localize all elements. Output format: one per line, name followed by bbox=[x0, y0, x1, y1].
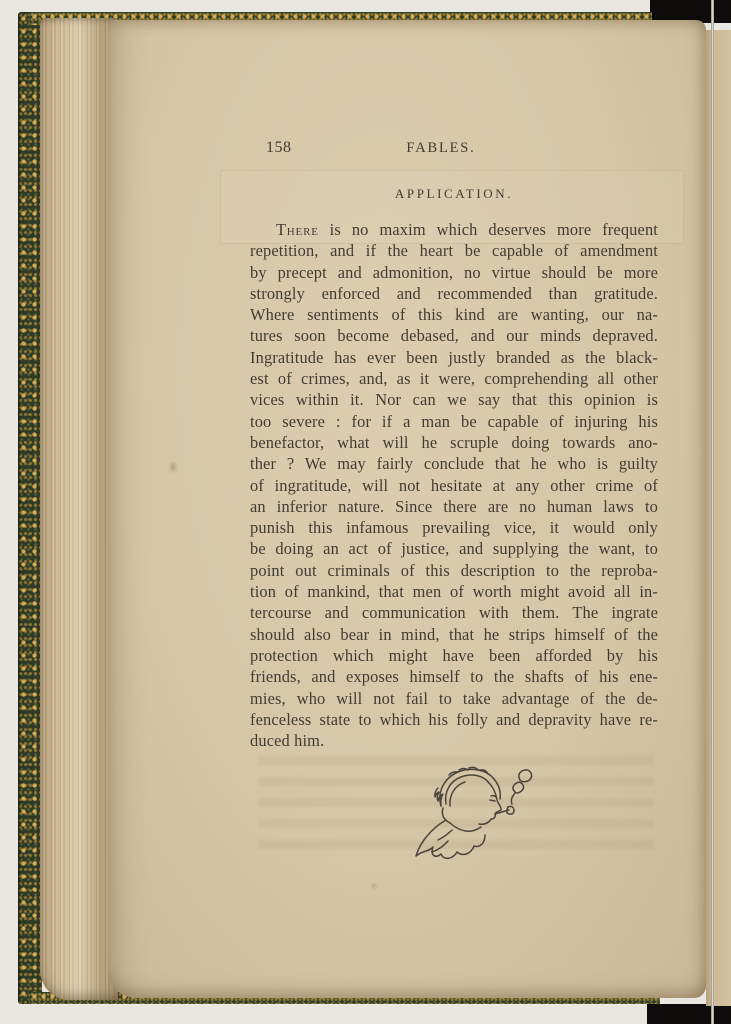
body-line: tercourse and communication with them. The ingrate bbox=[250, 603, 658, 623]
body-line: should also bear in mind, that he strips himself of the bbox=[250, 624, 658, 644]
body-line: friends, and exposes himself to the shafts of his ene- bbox=[250, 667, 658, 687]
application-paragraph bbox=[250, 219, 658, 751]
body-line: protection which might have been afforded by his bbox=[250, 645, 658, 665]
body-line: duced him. bbox=[250, 731, 325, 751]
tailpiece-illustration-old-woman-smoking-pipe bbox=[408, 762, 548, 880]
body-line: vices within it. Nor can we say that this opinion is bbox=[250, 390, 658, 410]
body-line: too severe : for if a man be capable of injuring his bbox=[250, 411, 658, 431]
paper-stain bbox=[370, 882, 378, 890]
body-line: mies, who will not fail to take advantage of the de- bbox=[250, 688, 658, 708]
body-line: be doing an act of justice, and supplying the want, to bbox=[250, 539, 658, 559]
body-line: There is no maxim which deserves more frequent bbox=[276, 220, 658, 239]
body-line: by precept and admonition, no virtue should be more bbox=[250, 262, 658, 282]
page-header bbox=[250, 139, 658, 159]
book-cover-spine-edge bbox=[18, 12, 42, 1004]
page-number: 158 bbox=[266, 139, 292, 156]
body-line: punish this infamous prevailing vice, it would only bbox=[250, 518, 658, 538]
body-line: an inferior nature. Since there are no human laws to bbox=[250, 496, 658, 516]
facing-leaf-edge bbox=[706, 30, 731, 1006]
body-line: fenceless state to which his folly and depravity have re- bbox=[250, 709, 658, 729]
body-line: tion of mankind, that men of worth might avoid all in- bbox=[250, 582, 658, 602]
running-head: FABLES. bbox=[406, 140, 476, 156]
body-line: est of crimes, and, as it were, comprehending all other bbox=[250, 369, 658, 389]
body-line: repetition, and if the heart be capable of amendment bbox=[250, 241, 658, 261]
body-line: strongly enforced and recommended than gratitude. bbox=[250, 283, 658, 303]
body-line: Ingratitude has ever been justly branded as the black- bbox=[250, 347, 658, 367]
body-line: of ingratitude, will not hesitate at any other crime of bbox=[250, 475, 658, 495]
body-line: ther ? We may fairly conclude that he who is guilty bbox=[250, 454, 658, 474]
photo-background-corner bbox=[647, 1004, 731, 1024]
stacked-page-edges bbox=[40, 18, 118, 1000]
page-edge-line bbox=[711, 0, 714, 1024]
book-page bbox=[108, 20, 706, 998]
body-line: benefactor, what will he scruple doing towards ano- bbox=[250, 432, 658, 452]
body-line: point out criminals of this description to the reproba- bbox=[250, 560, 658, 580]
paper-stain bbox=[168, 460, 178, 474]
body-line: Where sentiments of this kind are wanting, our na- bbox=[250, 305, 658, 325]
body-line: tures soon become debased, and our minds depraved. bbox=[250, 326, 658, 346]
section-heading: APPLICATION. bbox=[394, 186, 514, 201]
